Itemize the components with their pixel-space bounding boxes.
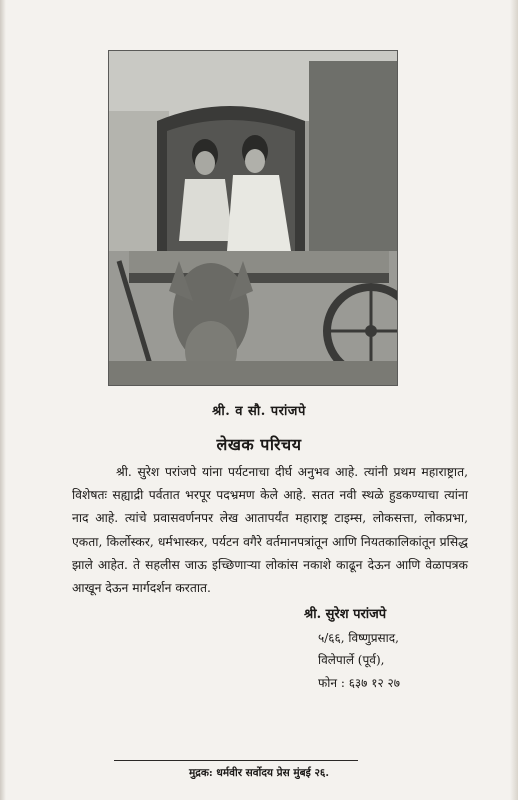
signature-block: [298, 604, 458, 694]
phone-number: फोन : ६३७ १२ २७: [318, 675, 401, 690]
page-edge: [0, 0, 6, 800]
address-line: विलेपार्ले (पूर्व),: [318, 653, 385, 667]
section-heading: लेखक परिचय: [216, 435, 302, 454]
footer-divider: [114, 760, 358, 761]
author-bio: [72, 461, 468, 600]
signature-name: श्री. सुरेश परांजपे: [304, 607, 387, 622]
photo-caption: श्री. व सौ. परांजपे: [212, 404, 306, 419]
author-photo: [108, 50, 398, 386]
page-edge: [510, 0, 518, 800]
bio-paragraph: श्री. सुरेश परांजपे यांना पर्यटनाचा दीर्घ अनुभव आहे. त्यांनी प्रथम महाराष्ट्रात, विशेषतः सह्याद्री पर्वतात भरपूर पदभ्रमण केले आहे. सतत नवी स्थळे हुडकण्याचा त्यांना नाद आहे. त्यांचे प्रवासवर्णनपर लेख आतापर्यंत महाराष्ट्र टाइम्स, लोकसत्ता, लोकप्रभा, एकता, किर्लोस्कर, धर्मभास्कर, पर्यटन वगैरे वर्तमानपत्रांतून आणि नियतकालिकांतून प्रसिद्ध झाले आहेत. ते सहलीस जाऊ इच्छिणाऱ्या लोकांस नकाशे काढून देऊन आणि वेळापत्रक आखून देऊन मार्गदर्शन करतात.: [72, 465, 468, 596]
printer-footer: मुद्रक: धर्मवीर सर्वोदय प्रेस मुंबई २६.: [188, 767, 330, 779]
address-line: ५/६६, विष्णुप्रसाद,: [318, 630, 399, 645]
photograph-icon: [109, 51, 397, 385]
